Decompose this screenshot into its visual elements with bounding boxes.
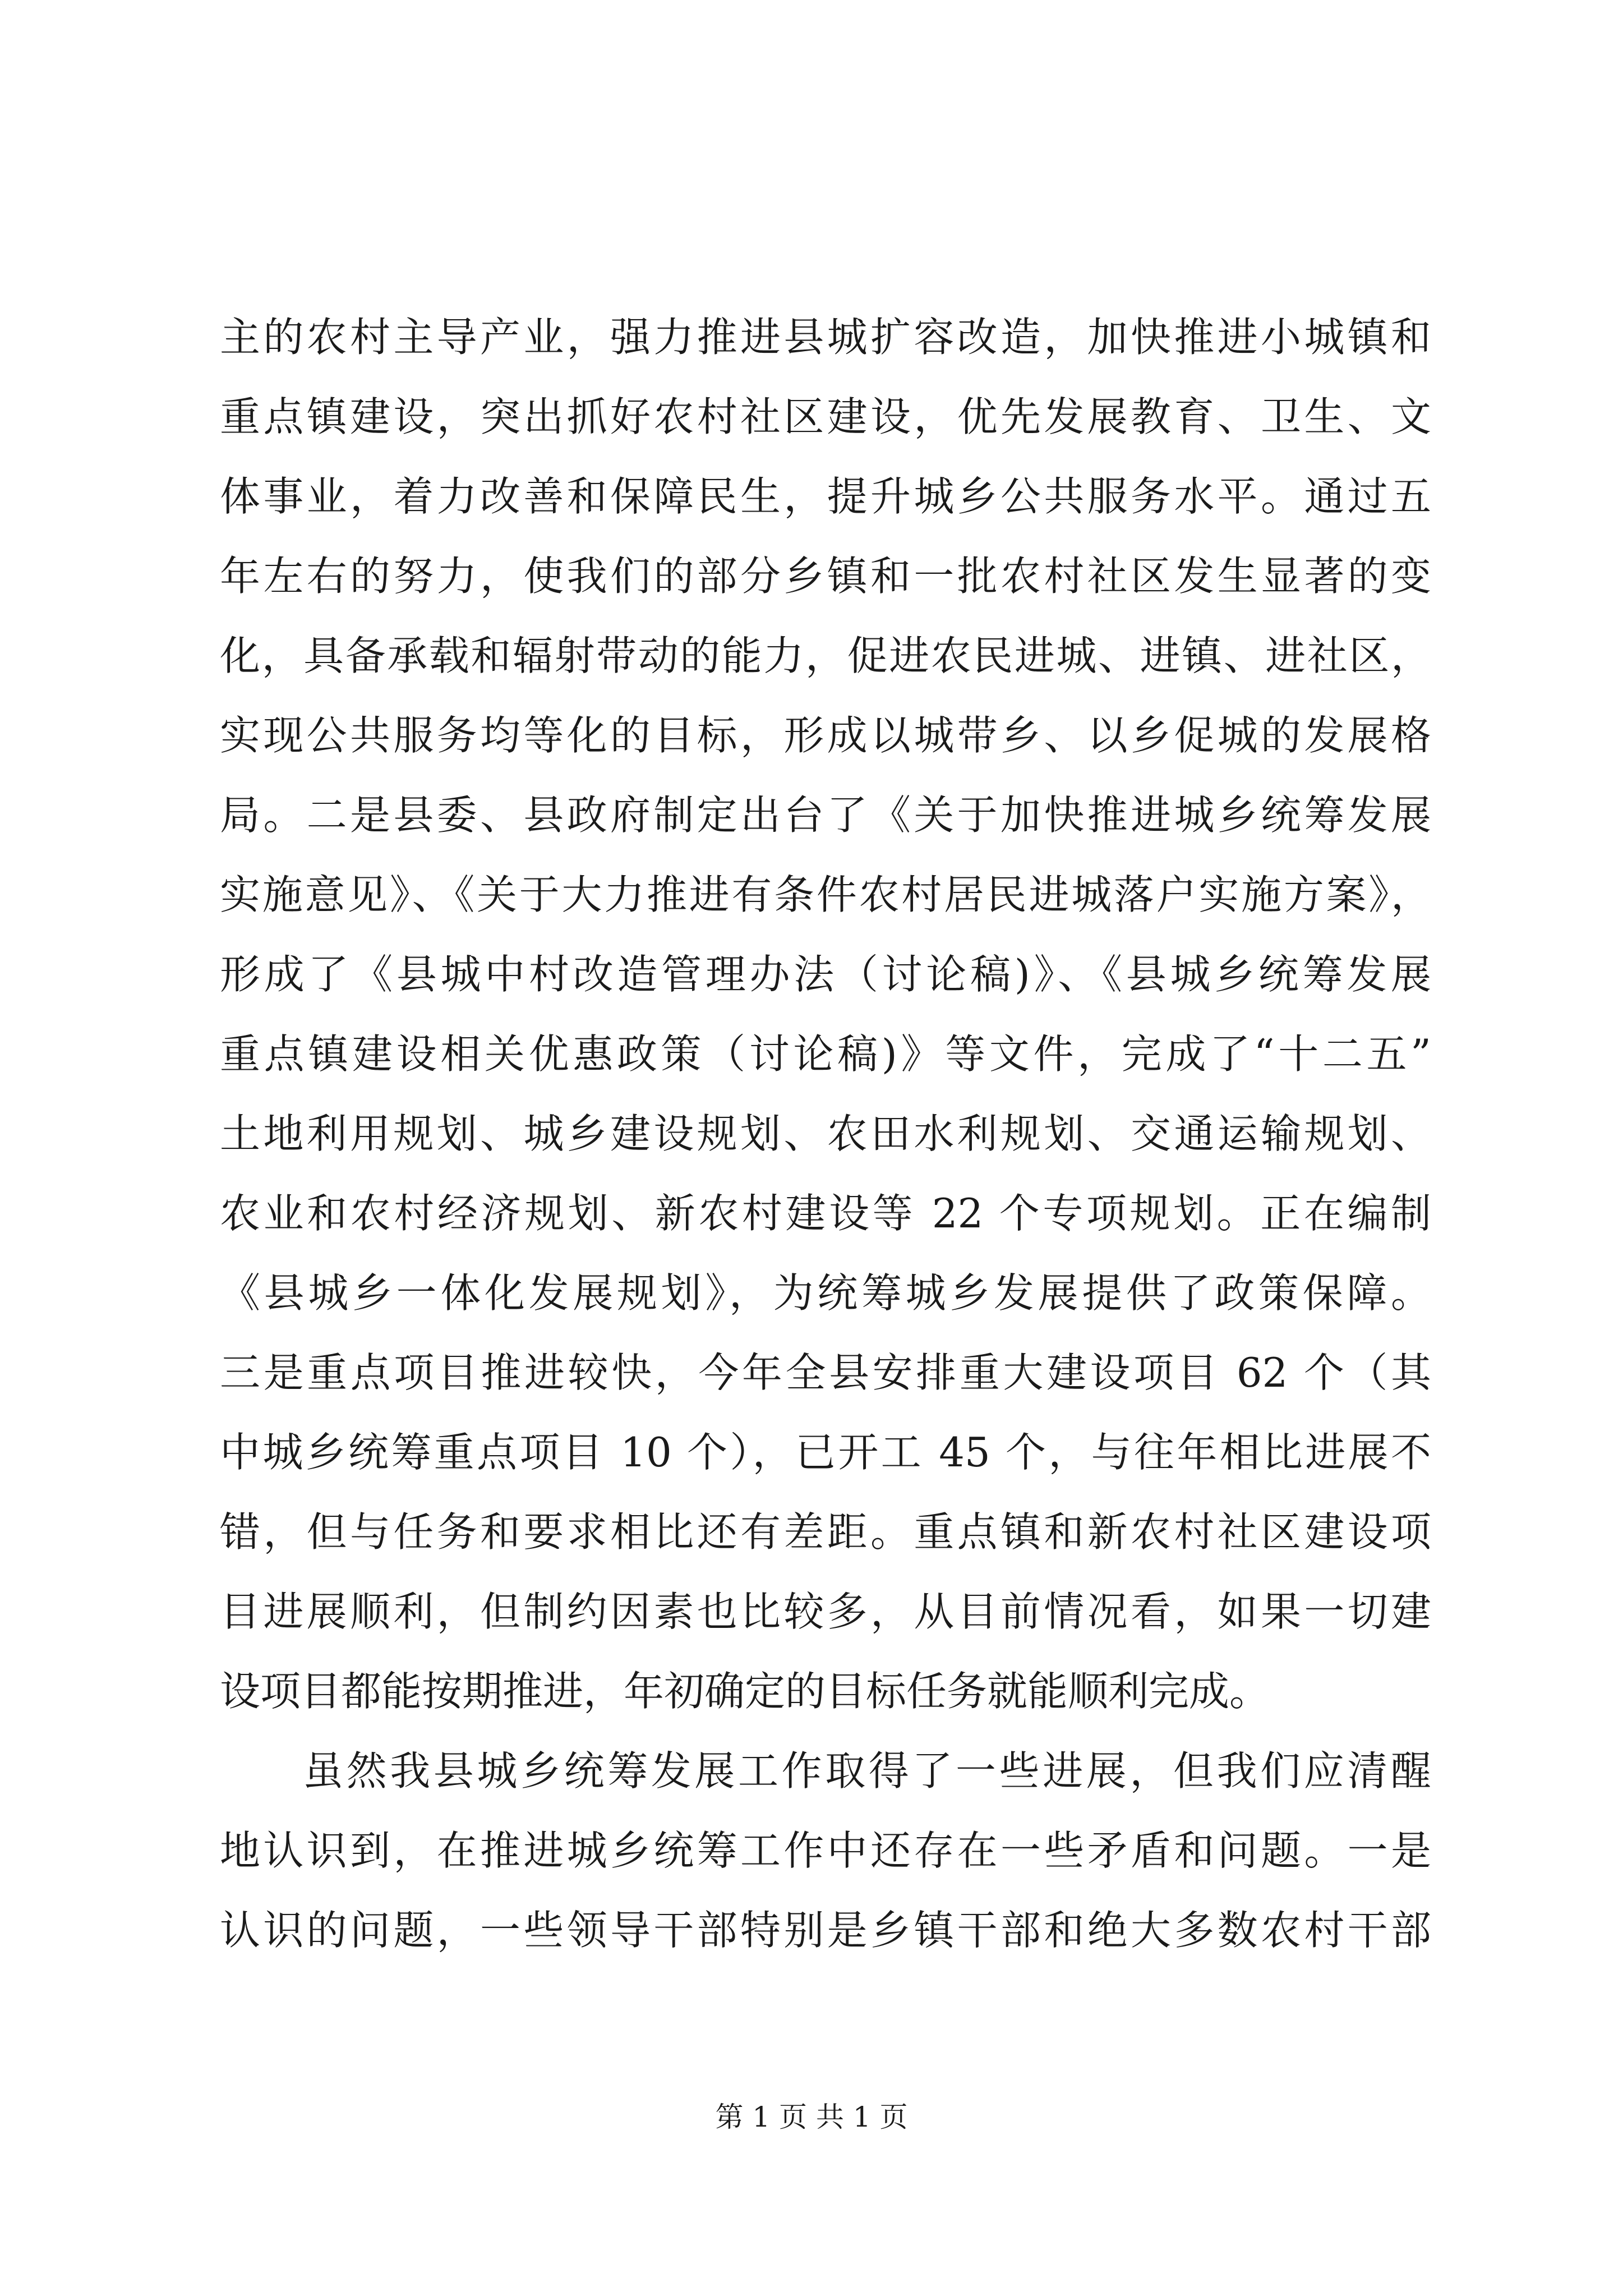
paragraph-1-line-15: 中城乡统筹重点项目 10 个），已开工 45 个，与往年相比进展不 <box>220 1429 1431 1476</box>
paragraph-2-line-3: 认识的问题，一些领导干部特别是乡镇干部和绝大多数农村干部 <box>220 1907 1431 1954</box>
paragraph-1-line-2: 重点镇建设，突出抓好农村社区建设，优先发展教育、卫生、文 <box>220 393 1431 440</box>
paragraph-1-line-4: 年左右的努力，使我们的部分乡镇和一批农村社区发生显著的变 <box>220 553 1431 600</box>
paragraph-1-line-7: 局。二是县委、县政府制定出台了《关于加快推进城乡统筹发展 <box>220 792 1431 839</box>
paragraph-1-line-11: 土地利用规划、城乡建设规划、农田水利规划、交通运输规划、 <box>220 1110 1431 1157</box>
paragraph-1-line-10: 重点镇建设相关优惠政策（讨论稿)》等文件，完成了“十二五” <box>220 1030 1431 1078</box>
paragraph-1-line-16: 错，但与任务和要求相比还有差距。重点镇和新农村社区建设项 <box>220 1508 1431 1556</box>
paragraph-1-line-3: 体事业，着力改善和保障民生，提升城乡公共服务水平。通过五 <box>220 473 1431 520</box>
paragraph-1-line-17: 目进展顺利，但制约因素也比较多，从目前情况看，如果一切建 <box>220 1588 1431 1635</box>
paragraph-1-line-9: 形成了《县城中村改造管理办法（讨论稿)》、《县城乡统筹发展 <box>220 951 1431 998</box>
paragraph-1-line-1: 主的农村主导产业，强力推进县城扩容改造，加快推进小城镇和 <box>220 314 1431 361</box>
paragraph-1-line-8: 实施意见》、《关于大力推进有条件农村居民进城落户实施方案》， <box>220 871 1431 918</box>
page-number-footer: 第 1 页 共 1 页 <box>715 2101 908 2133</box>
document-body <box>220 297 1431 1970</box>
paragraph-1-line-13: 《县城乡一体化发展规划》，为统筹城乡发展提供了政策保障。 <box>220 1269 1431 1317</box>
paragraph-1-line-18: 设项目都能按期推进，年初确定的目标任务就能顺利完成。 <box>220 1668 1270 1715</box>
paragraph-2-line-1: 虽然我县城乡统筹发展工作取得了一些进展，但我们应清醒 <box>303 1747 1431 1795</box>
paragraph-1-line-14: 三是重点项目推进较快，今年全县安排重大建设项目 62 个（其 <box>220 1349 1431 1396</box>
paragraph-1-line-6: 实现公共服务均等化的目标，形成以城带乡、以乡促城的发展格 <box>220 712 1431 759</box>
paragraph-2-line-2: 地认识到，在推进城乡统筹工作中还存在一些矛盾和问题。一是 <box>220 1827 1431 1874</box>
paragraph-1-line-12: 农业和农村经济规划、新农村建设等 22 个专项规划。正在编制 <box>220 1190 1431 1237</box>
paragraph-1-line-5: 化，具备承载和辐射带动的能力，促进农民进城、进镇、进社区， <box>220 632 1431 679</box>
